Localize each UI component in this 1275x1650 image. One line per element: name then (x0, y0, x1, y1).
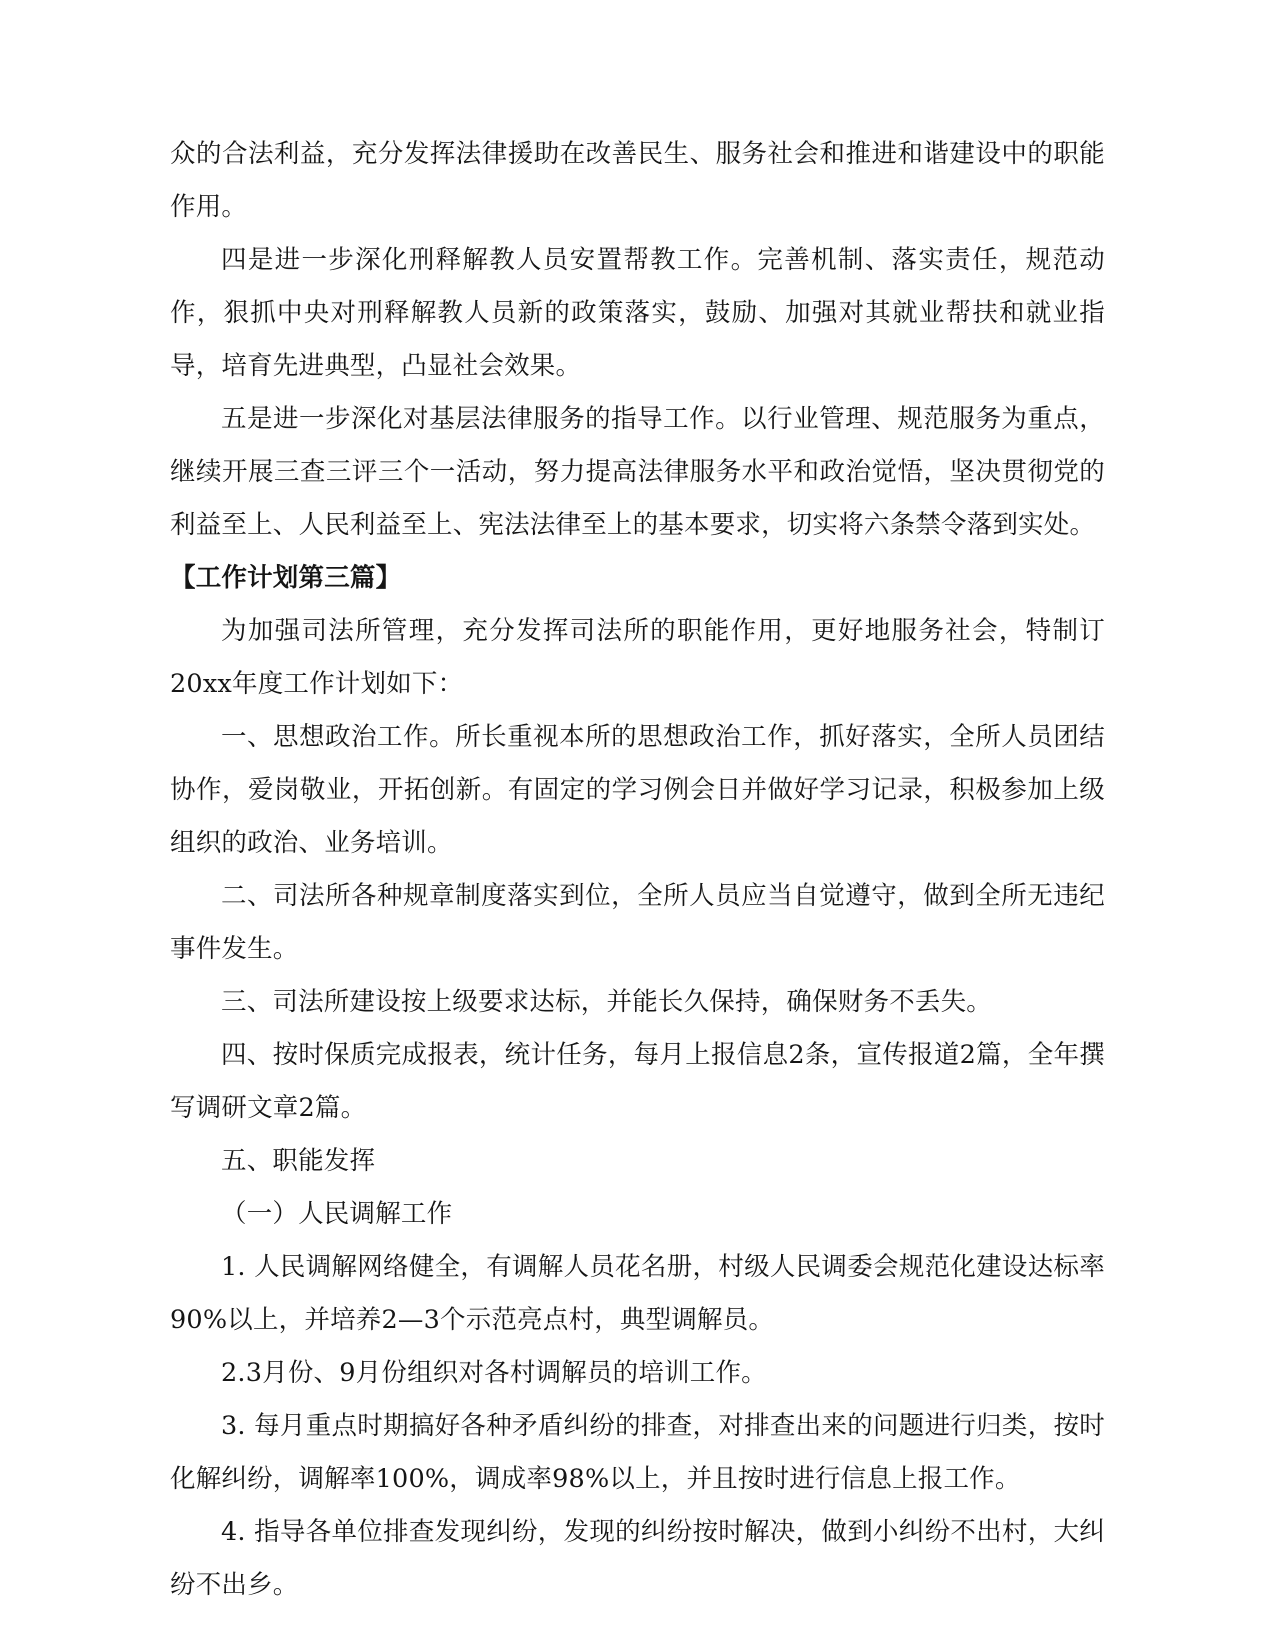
paragraph-item-four: 四是进一步深化刑释解教人员安置帮教工作。完善机制、落实责任，规范动作，狠抓中央对刑释解教人员新的政策落实，鼓励、加强对其就业帮扶和就业指导，培育先进典型，凸显社会效果。 (170, 245, 1105, 381)
section-heading-text: 【工作计划第三篇】 (170, 563, 402, 593)
paragraph-item-4: 四、按时保质完成报表，统计任务，每月上报信息2条，宣传报道2篇，全年撰写调研文章2篇。 (170, 1040, 1105, 1123)
document-body (170, 128, 1105, 1612)
paragraph-subsection-1-point-2: 2.3月份、9月份组织对各村调解员的培训工作。 (221, 1358, 767, 1388)
paragraph-intro: 为加强司法所管理，充分发挥司法所的职能作用，更好地服务社会，特制订20xx年度工作计划如下： (170, 616, 1105, 699)
paragraph-continued: 众的合法利益，充分发挥法律援助在改善民生、服务社会和推进和谐建设中的职能作用。 (170, 139, 1105, 222)
paragraph-item-3: 三、司法所建设按上级要求达标，并能长久保持，确保财务不丢失。 (221, 987, 993, 1017)
paragraph-item-5: 五、职能发挥 (221, 1146, 376, 1176)
paragraph-item-1: 一、思想政治工作。所长重视本所的思想政治工作，抓好落实，全所人员团结协作，爱岗敬业，开拓创新。有固定的学习例会日并做好学习记录，积极参加上级组织的政治、业务培训。 (170, 722, 1105, 858)
paragraph-item-five: 五是进一步深化对基层法律服务的指导工作。以行业管理、规范服务为重点，继续开展三查三评三个一活动，努力提高法律服务水平和政治觉悟，坚决贯彻党的利益至上、人民利益至上、宪法法律至上的基本要求，切实将六条禁令落到实处。 (170, 404, 1105, 540)
paragraph-subsection-1-point-4: 4. 指导各单位排查发现纠纷，发现的纠纷按时解决，做到小纠纷不出村，大纠纷不出乡。 (170, 1517, 1105, 1600)
paragraph-subsection-1-point-1: 1. 人民调解网络健全，有调解人员花名册，村级人民调委会规范化建设达标率90%以上，并培养2—3个示范亮点村，典型调解员。 (170, 1252, 1105, 1335)
paragraph-subsection-1-point-3: 3. 每月重点时期搞好各种矛盾纠纷的排查，对排查出来的问题进行归类，按时化解纠纷，调解率100%，调成率98%以上，并且按时进行信息上报工作。 (170, 1411, 1105, 1494)
section-heading (170, 552, 1105, 605)
paragraph-subsection-1: （一）人民调解工作 (221, 1199, 453, 1229)
paragraph-item-2: 二、司法所各种规章制度落实到位，全所人员应当自觉遵守，做到全所无违纪事件发生。 (170, 881, 1105, 964)
